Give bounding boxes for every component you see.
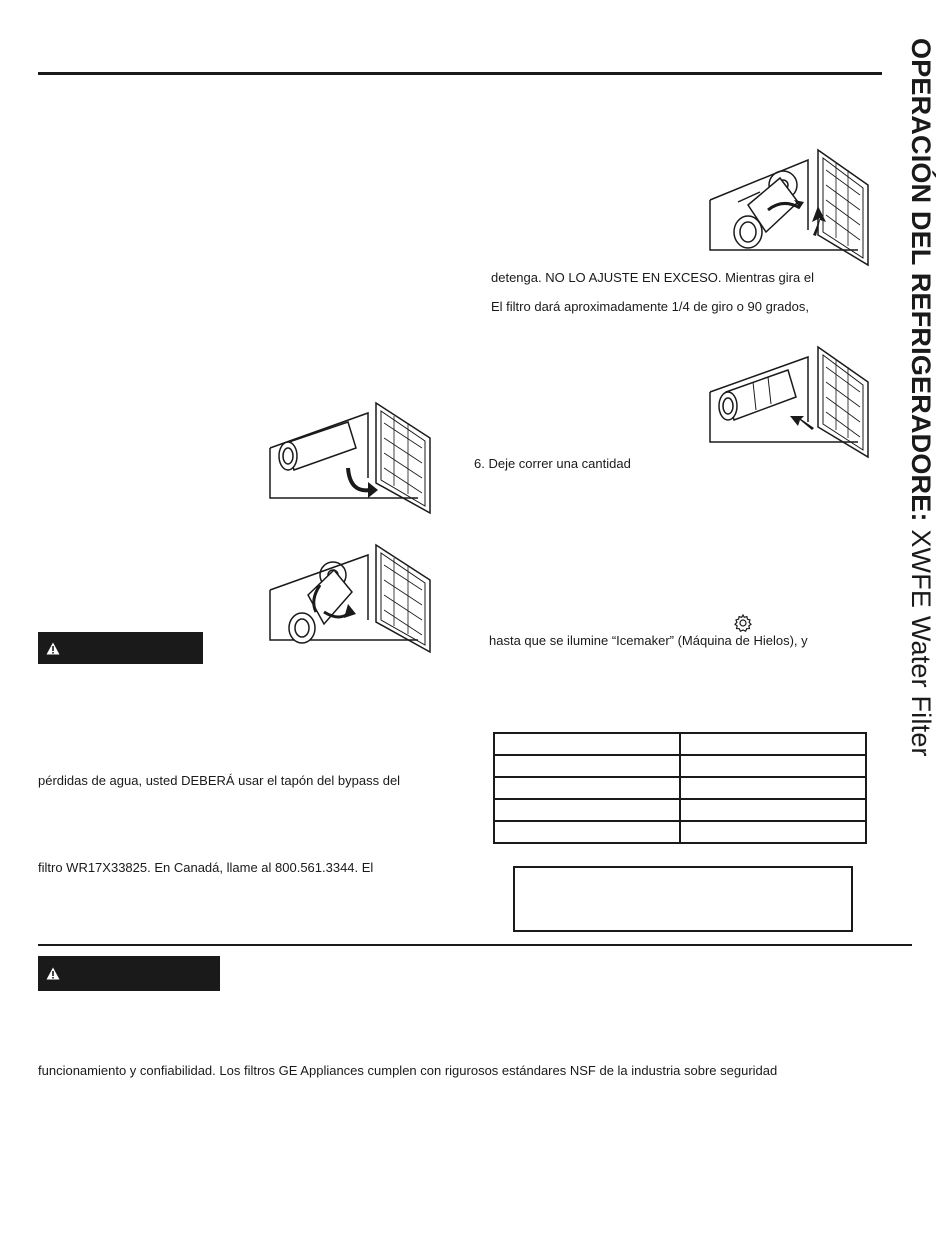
table-cell [680,777,866,799]
table-cell [494,799,680,821]
table-row [494,799,866,821]
table-cell [494,821,680,843]
table-row [494,821,866,843]
warning-banner [38,632,203,664]
bottom-warning-banner [38,956,220,991]
table-cell [680,733,866,755]
side-title-bold: OPERACIÓN DEL REFRIGERADORE: [906,38,936,522]
table-row [494,733,866,755]
top-rule [38,72,882,75]
filter-rotate-illustration [268,540,436,655]
side-title-light: XWFE Water Filter [906,521,936,757]
bypass-plug-text: pérdidas de agua, usted DEBERÁ usar el tapón del bypass del [38,773,401,788]
filter-part-text: filtro WR17X33825. En Canadá, llame al 800.561.3344. El [38,860,374,875]
gear-icon [733,613,753,633]
page-side-title [906,38,936,757]
table-row [494,777,866,799]
warning-triangle-icon [46,967,60,980]
filter-seated-illustration [708,342,878,462]
table-cell [494,733,680,755]
table-cell [680,755,866,777]
specification-table [493,732,867,844]
step-6-text: 6. Deje correr una cantidad [474,456,631,471]
nsf-standards-text: funcionamiento y confiabilidad. Los filtros GE Appliances cumplen con rigurosos estándares NSF de la industria sobre seguridad [38,1063,778,1078]
table-cell [680,799,866,821]
section-divider [38,944,912,946]
icemaker-text: hasta que se ilumine “Icemaker” (Máquina de Hielos), y [489,633,808,648]
do-not-overtighten-text: detenga. NO LO AJUSTE EN EXCESO. Mientras gira el [491,270,814,285]
filter-removal-illustration [268,398,436,516]
table-cell [494,755,680,777]
warning-triangle-icon [46,642,60,655]
filter-rotation-text: El filtro dará aproximadamente 1/4 de giro o 90 grados, [491,299,809,314]
table-cell [494,777,680,799]
table-row [494,755,866,777]
note-box [513,866,853,932]
filter-insert-illustration [708,140,878,275]
table-cell [680,821,866,843]
